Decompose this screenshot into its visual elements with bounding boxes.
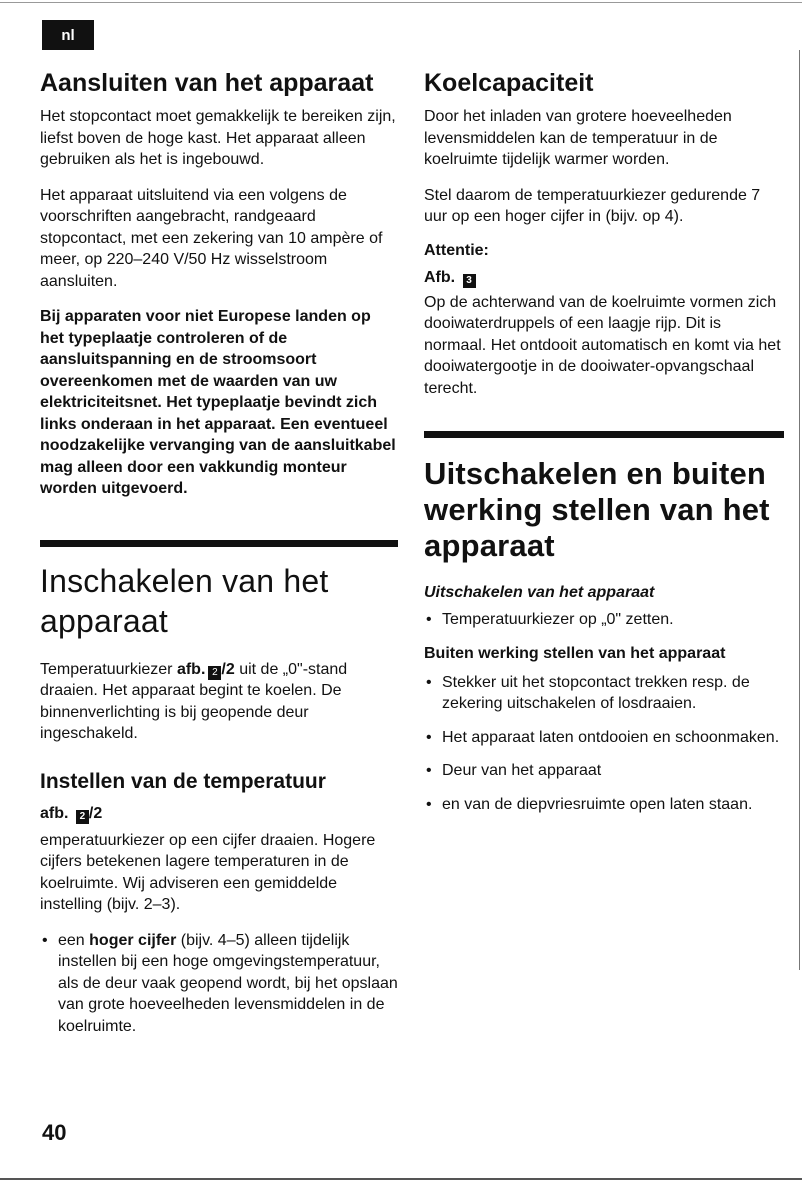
figure-ref-box: 3: [463, 274, 476, 288]
left-column: [40, 68, 398, 1049]
bullet-list: [424, 609, 784, 631]
paragraph: Het stopcontact moet gemakkelijk te bereiken zijn, liefst boven de hoge kast. Het apparaat alleen gebruiken als het is ingebouwd.: [40, 108, 396, 168]
figure-reference: Afb. 3: [424, 267, 784, 288]
paragraph: Temperatuurkiezer afb. 2 /2 uit de „0"-stand draaien. Het apparaat begint te koelen. De binnenverlichting is bij geopende deur ingeschakeld.: [40, 660, 348, 742]
bottom-border-line: [0, 1178, 802, 1180]
figure-ref-box: 2: [76, 810, 89, 824]
list-item: • een hoger cijfer (bijv. 4–5) alleen tijdelijk instellen bij een hoge omgevingstemperatuur, als de deur vaak geopend wordt, bij het opslaan van grote hoeveelheden levensmiddelen in de koelruimte.: [40, 930, 398, 1038]
subheading: Uitschakelen van het apparaat: [424, 584, 655, 601]
language-badge: nl: [42, 20, 94, 50]
section-title-connect: Aansluiten van het apparaat: [40, 69, 374, 97]
list-item: • Deur van het apparaat: [424, 760, 784, 782]
list-item: • Temperatuurkiezer op „0" zetten.: [424, 609, 784, 631]
right-column: [424, 68, 784, 827]
attention-label: Attentie:: [424, 241, 489, 259]
page-number: 40: [42, 1120, 67, 1145]
section-title-switch-on: Inschakelen van het apparaat: [40, 562, 329, 639]
right-border-line: [799, 50, 800, 970]
figure-reference: afb. 2 /2: [40, 804, 103, 822]
section-rule: [40, 540, 398, 547]
top-border-line: [0, 2, 802, 3]
bullet-list: [424, 672, 784, 816]
list-item: • en van de diepvriesruimte open laten staan.: [424, 794, 784, 816]
subheading: Buiten werking stellen van het apparaat: [424, 644, 726, 662]
paragraph: Op de achterwand van de koelruimte vormen zich dooiwaterdruppels of een laagje rijp. Dit is normaal. Het ontdooit automatisch en komt via het dooiwatergootje in de dooiwater-opvangschaal terecht.: [424, 293, 781, 397]
list-item: • Stekker uit het stopcontact trekken resp. de zekering uitschakelen of losdraaien.: [424, 672, 784, 715]
bullet-list: [40, 930, 398, 1038]
paragraph: Stel daarom de temperatuurkiezer gedurende 7 uur op een hoger cijfer in (bijv. op 4).: [424, 186, 761, 225]
paragraph: emperatuurkiezer op een cijfer draaien. Hogere cijfers betekenen lagere temperaturen in de koelruimte. Wij adviseren een gemiddelde instelling (bijv. 2–3).: [40, 831, 376, 913]
list-item: • Het apparaat laten ontdooien en schoonmaken.: [424, 727, 784, 749]
paragraph: Het apparaat uitsluitend via een volgens de voorschriften aangebracht, randgeaard stopcontact, met een zekering van 10 ampère of meer, op 220–240 V/50 Hz wisselstroom aansluiten.: [40, 186, 383, 290]
section-title-switch-off: Uitschakelen en buiten werking stellen van het apparaat: [424, 456, 770, 563]
figure-ref-box: 2: [208, 666, 221, 680]
paragraph: Door het inladen van grotere hoeveelheden levensmiddelen kan de temperatuur in de koelruimte tijdelijk warmer worden.: [424, 108, 732, 168]
section-rule: [424, 431, 784, 438]
section-title-cooling-capacity: Koelcapaciteit: [424, 69, 594, 97]
warning-paragraph: Bij apparaten voor niet Europese landen op het typeplaatje controleren of de aansluitspanning en de stroomsoort overeenkomen met de waarden van uw elektriciteitsnet. Het typeplaatje bevindt zich links onderaan in het apparaat. Een eventueel noodzakelijke vervanging van de aansluitkabel mag alleen door een vakkundig monteur worden uitgevoerd.: [40, 308, 396, 497]
section-title-temperature: Instellen van de temperatuur: [40, 769, 326, 793]
